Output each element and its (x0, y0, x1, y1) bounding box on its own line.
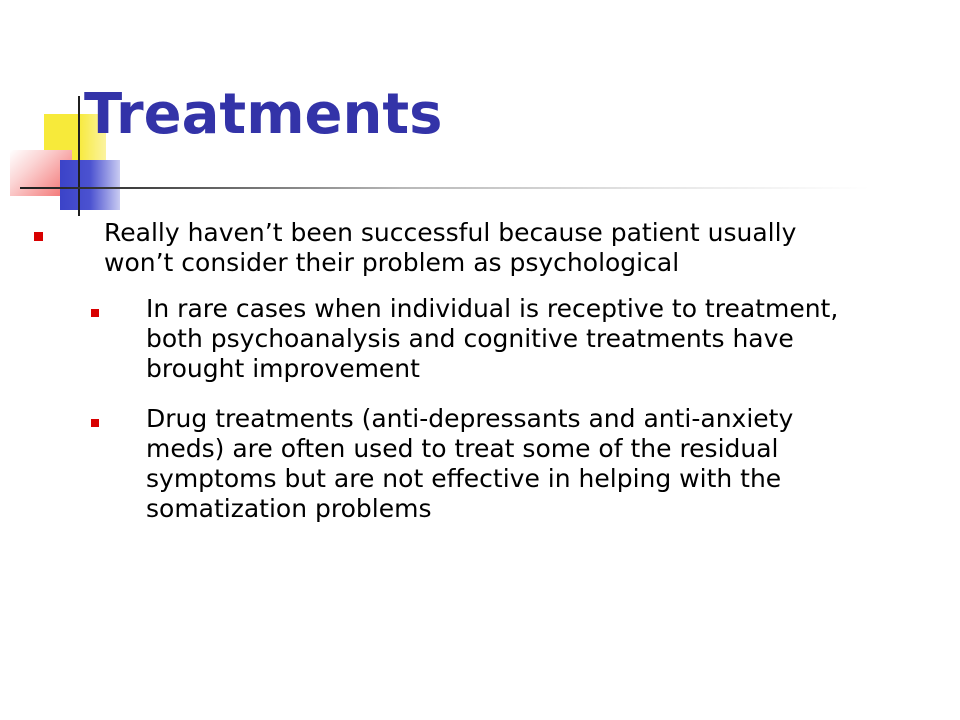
square-bullet-icon (91, 419, 99, 427)
bullet-item-level2 (146, 404, 866, 524)
square-bullet-icon (91, 309, 99, 317)
bullet-item-level2 (146, 294, 866, 384)
square-bullet-icon (34, 232, 43, 241)
title-underline-rule (20, 187, 870, 189)
decorative-blue-square (60, 160, 120, 210)
bullet-text: Really haven’t been successful because patient usually won’t consider their problem as psychological (104, 218, 797, 277)
bullet-text: Drug treatments (anti-depressants and anti-anxiety meds) are often used to treat some of the residual symptoms but are not effective in helping with the somatization problems (146, 404, 794, 523)
bullet-item-level1 (104, 218, 864, 278)
decorative-vertical-rule (78, 96, 80, 216)
bullet-text: In rare cases when individual is receptive to treatment, both psychoanalysis and cognitive treatments have brought improvement (146, 294, 839, 383)
slide-title: Treatments (84, 82, 443, 147)
